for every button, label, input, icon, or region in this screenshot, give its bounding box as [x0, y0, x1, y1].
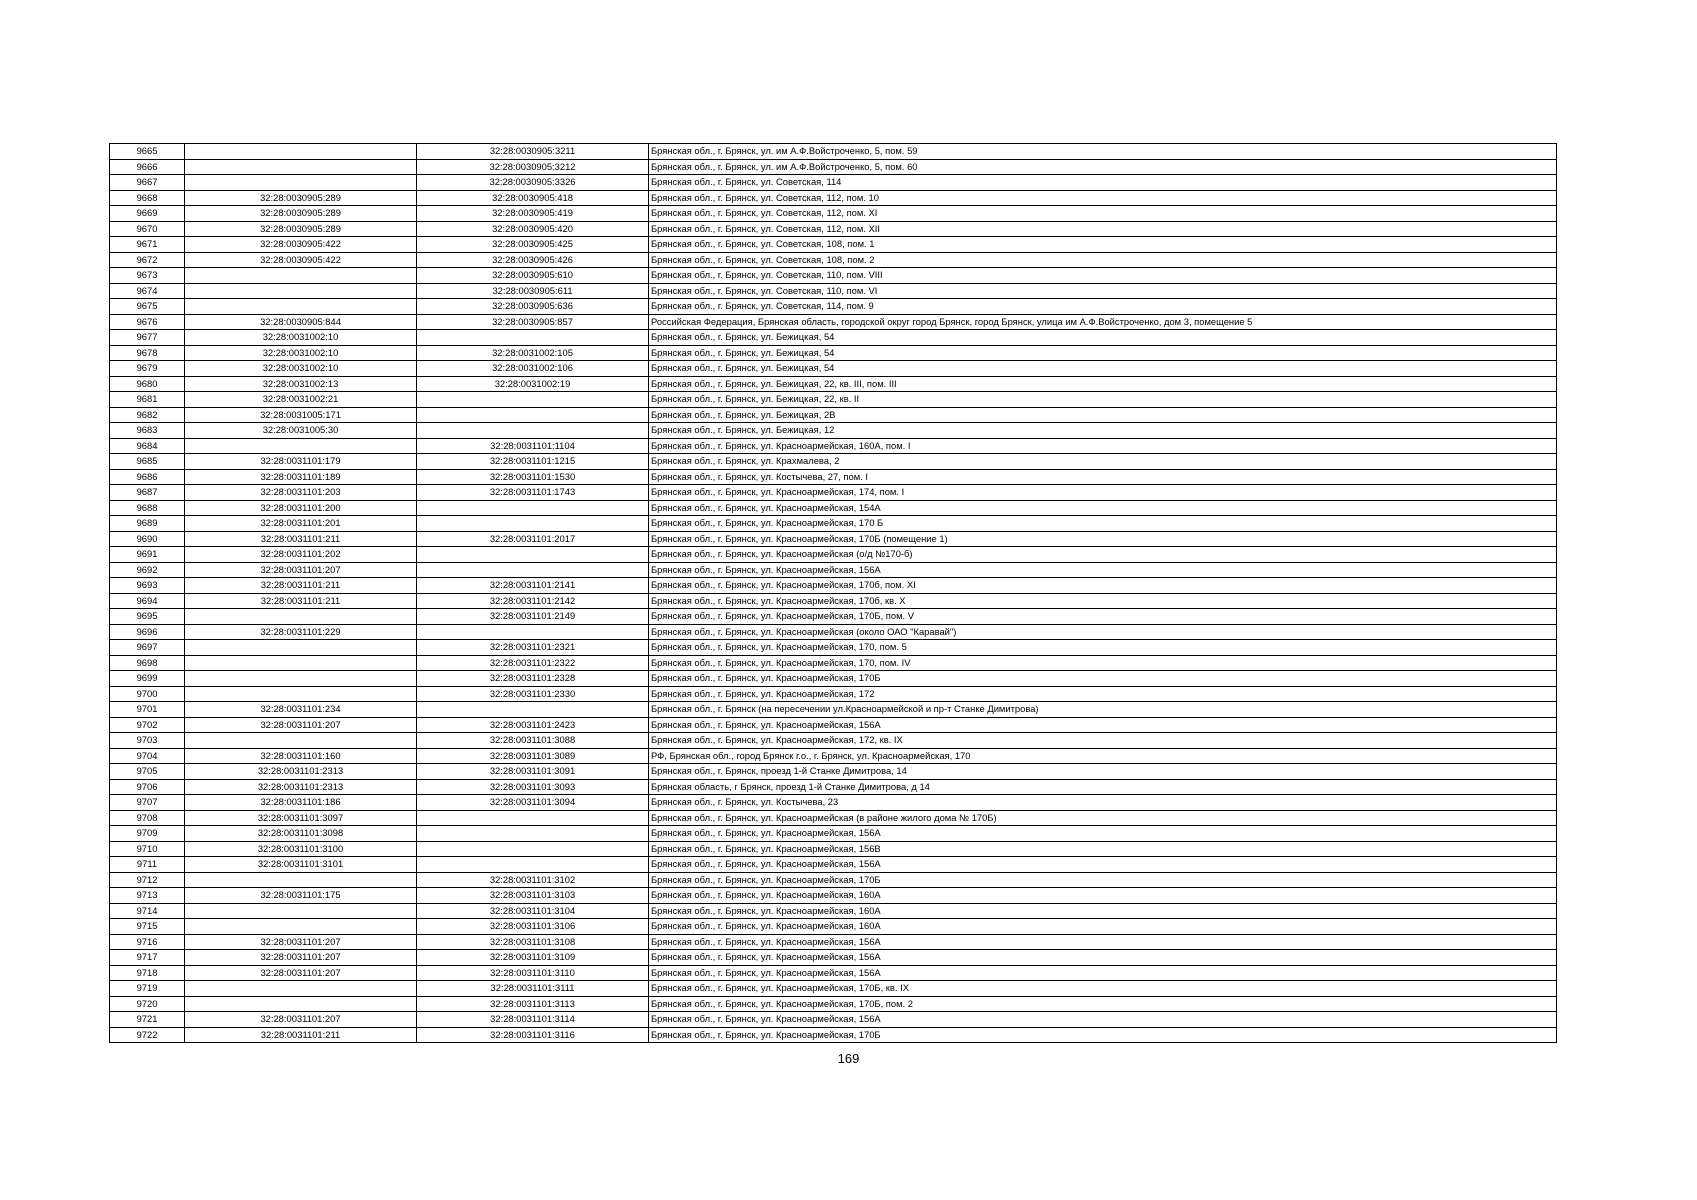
parent-cadastral-number-cell: 32:28:0031101:211 — [185, 578, 417, 594]
address-cell: Брянская обл., г. Брянск, ул. Советская, 108, пом. 1 — [649, 237, 1557, 253]
cadastral-number-cell: 32:28:0031101:2141 — [417, 578, 649, 594]
cadastral-number-cell: 32:28:0031101:2149 — [417, 609, 649, 625]
parent-cadastral-number-cell: 32:28:0031101:207 — [185, 1012, 417, 1028]
row-number-cell: 9719 — [110, 981, 185, 997]
table-row — [110, 919, 1557, 935]
table-row — [110, 190, 1557, 206]
parent-cadastral-number-cell: 32:28:0031101:211 — [185, 593, 417, 609]
table-row — [110, 857, 1557, 873]
cadastral-number-cell: 32:28:0031101:3106 — [417, 919, 649, 935]
row-number-cell: 9707 — [110, 795, 185, 811]
table-row — [110, 500, 1557, 516]
address-cell: Брянская обл., г. Брянск, ул. Красноармейская, 170 Б — [649, 516, 1557, 532]
cadastral-number-cell: 32:28:0030905:611 — [417, 283, 649, 299]
row-number-cell: 9694 — [110, 593, 185, 609]
address-cell: Брянская обл., г. Брянск, ул. Крахмалева, 2 — [649, 454, 1557, 470]
address-cell: Брянская обл., г. Брянск, ул. Красноармейская (о/д №170-б) — [649, 547, 1557, 563]
table-row — [110, 361, 1557, 377]
table-row — [110, 485, 1557, 501]
cadastral-number-cell — [417, 500, 649, 516]
address-cell: Брянская обл., г. Брянск, ул. Красноармейская, 154А — [649, 500, 1557, 516]
parent-cadastral-number-cell — [185, 438, 417, 454]
parent-cadastral-number-cell: 32:28:0031101:207 — [185, 717, 417, 733]
address-cell: Брянская обл., г. Брянск, ул. Красноармейская, 160А — [649, 919, 1557, 935]
parent-cadastral-number-cell: 32:28:0031101:207 — [185, 950, 417, 966]
address-cell: Брянская обл., г. Брянск, ул. Красноармейская, 172, кв. IX — [649, 733, 1557, 749]
row-number-cell: 9691 — [110, 547, 185, 563]
cadastral-number-cell: 32:28:0031101:3103 — [417, 888, 649, 904]
address-cell: Брянская обл., г. Брянск, ул. Красноармейская, 174, пом. I — [649, 485, 1557, 501]
cadastral-number-cell: 32:28:0031002:106 — [417, 361, 649, 377]
parent-cadastral-number-cell: 32:28:0031101:175 — [185, 888, 417, 904]
address-cell: Брянская обл., г. Брянск, ул. Красноармейская, 170Б — [649, 872, 1557, 888]
row-number-cell: 9684 — [110, 438, 185, 454]
parent-cadastral-number-cell: 32:28:0031101:211 — [185, 531, 417, 547]
cadastral-number-cell: 32:28:0031101:3111 — [417, 981, 649, 997]
cadastral-number-cell — [417, 810, 649, 826]
parent-cadastral-number-cell — [185, 903, 417, 919]
table-row — [110, 578, 1557, 594]
row-number-cell: 9722 — [110, 1027, 185, 1043]
table-row — [110, 407, 1557, 423]
cadastral-number-cell: 32:28:0030905:857 — [417, 314, 649, 330]
row-number-cell: 9693 — [110, 578, 185, 594]
address-cell: Брянская обл., г. Брянск, ул. Красноармейская, 156А — [649, 950, 1557, 966]
row-number-cell: 9690 — [110, 531, 185, 547]
table-row — [110, 841, 1557, 857]
cadastral-number-cell: 32:28:0031101:1104 — [417, 438, 649, 454]
row-number-cell: 9692 — [110, 562, 185, 578]
parent-cadastral-number-cell: 32:28:0030905:289 — [185, 190, 417, 206]
cadastral-number-cell: 32:28:0031002:105 — [417, 345, 649, 361]
row-number-cell: 9672 — [110, 252, 185, 268]
row-number-cell: 9685 — [110, 454, 185, 470]
table-row — [110, 1027, 1557, 1043]
row-number-cell: 9714 — [110, 903, 185, 919]
parent-cadastral-number-cell: 32:28:0030905:422 — [185, 237, 417, 253]
address-cell: Брянская обл., г. Брянск, ул. Красноармейская, 170Б (помещение 1) — [649, 531, 1557, 547]
cadastral-number-cell: 32:28:0031101:3091 — [417, 764, 649, 780]
cadastral-number-cell: 32:28:0031101:3109 — [417, 950, 649, 966]
row-number-cell: 9704 — [110, 748, 185, 764]
parent-cadastral-number-cell — [185, 686, 417, 702]
parent-cadastral-number-cell: 32:28:0030905:289 — [185, 206, 417, 222]
row-number-cell: 9712 — [110, 872, 185, 888]
table-row — [110, 392, 1557, 408]
address-cell: Брянская обл., г. Брянск, ул. Советская, 114, пом. 9 — [649, 299, 1557, 315]
parent-cadastral-number-cell: 32:28:0031101:189 — [185, 469, 417, 485]
address-cell: Брянская обл., г. Брянск, ул. Красноармейская (около ОАО "Каравай") — [649, 624, 1557, 640]
row-number-cell: 9678 — [110, 345, 185, 361]
parent-cadastral-number-cell — [185, 733, 417, 749]
cadastral-number-cell: 32:28:0031101:3110 — [417, 965, 649, 981]
cadastral-number-cell — [417, 702, 649, 718]
parent-cadastral-number-cell: 32:28:0031101:207 — [185, 562, 417, 578]
row-number-cell: 9671 — [110, 237, 185, 253]
address-cell: Брянская обл., г. Брянск, проезд 1-й Станке Димитрова, 14 — [649, 764, 1557, 780]
address-cell: РФ, Брянская обл., город Брянск г.о., г. Брянск, ул. Красноармейская, 170 — [649, 748, 1557, 764]
cadastral-number-cell — [417, 857, 649, 873]
address-cell: Брянская обл., г. Брянск, ул. Красноармейская, 170Б, кв. IX — [649, 981, 1557, 997]
row-number-cell: 9705 — [110, 764, 185, 780]
row-number-cell: 9715 — [110, 919, 185, 935]
registry-table-body — [110, 144, 1557, 1043]
cadastral-number-cell: 32:28:0030905:610 — [417, 268, 649, 284]
address-cell: Брянская обл., г. Брянск, ул. Советская, 110, пом. VI — [649, 283, 1557, 299]
cadastral-number-cell: 32:28:0031101:3116 — [417, 1027, 649, 1043]
parent-cadastral-number-cell: 32:28:0031101:160 — [185, 748, 417, 764]
parent-cadastral-number-cell: 32:28:0031101:229 — [185, 624, 417, 640]
parent-cadastral-number-cell: 32:28:0031002:21 — [185, 392, 417, 408]
address-cell: Брянская обл., г. Брянск, ул. им А.Ф.Войстроченко, 5, пом. 60 — [649, 159, 1557, 175]
table-row — [110, 438, 1557, 454]
address-cell: Брянская обл., г. Брянск, ул. Красноармейская, 170б, кв. X — [649, 593, 1557, 609]
address-cell: Брянская обл., г. Брянск, ул. Красноармейская, 156А — [649, 826, 1557, 842]
table-row — [110, 159, 1557, 175]
table-row — [110, 1012, 1557, 1028]
address-cell: Брянская обл., г. Брянск, ул. Советская, 110, пом. VIII — [649, 268, 1557, 284]
row-number-cell: 9689 — [110, 516, 185, 532]
table-row — [110, 826, 1557, 842]
cadastral-number-cell: 32:28:0030905:3211 — [417, 144, 649, 160]
parent-cadastral-number-cell: 32:28:0031101:207 — [185, 965, 417, 981]
address-cell: Брянская обл., г. Брянск, ул. Советская, 112, пом. 10 — [649, 190, 1557, 206]
row-number-cell: 9699 — [110, 671, 185, 687]
table-row — [110, 144, 1557, 160]
cadastral-number-cell: 32:28:0030905:3212 — [417, 159, 649, 175]
cadastral-number-cell — [417, 624, 649, 640]
cadastral-number-cell: 32:28:0030905:3326 — [417, 175, 649, 191]
parent-cadastral-number-cell — [185, 671, 417, 687]
parent-cadastral-number-cell: 32:28:0031101:3100 — [185, 841, 417, 857]
address-cell: Брянская обл., г. Брянск, ул. Красноармейская, 156А — [649, 934, 1557, 950]
table-row — [110, 888, 1557, 904]
cadastral-number-cell: 32:28:0031101:2321 — [417, 640, 649, 656]
row-number-cell: 9698 — [110, 655, 185, 671]
row-number-cell: 9702 — [110, 717, 185, 733]
parent-cadastral-number-cell: 32:28:0031101:179 — [185, 454, 417, 470]
cadastral-number-cell: 32:28:0030905:420 — [417, 221, 649, 237]
address-cell: Брянская обл., г. Брянск, ул. Красноармейская, 170Б, пом. 2 — [649, 996, 1557, 1012]
table-row — [110, 221, 1557, 237]
table-row — [110, 872, 1557, 888]
table-row — [110, 624, 1557, 640]
row-number-cell: 9703 — [110, 733, 185, 749]
row-number-cell: 9713 — [110, 888, 185, 904]
cadastral-number-cell — [417, 392, 649, 408]
row-number-cell: 9680 — [110, 376, 185, 392]
cadastral-number-cell — [417, 423, 649, 439]
cadastral-number-cell: 32:28:0031101:3113 — [417, 996, 649, 1012]
parent-cadastral-number-cell — [185, 609, 417, 625]
row-number-cell: 9673 — [110, 268, 185, 284]
address-cell: Брянская обл., г. Брянск, ул. Красноармейская, 160А, пом. I — [649, 438, 1557, 454]
parent-cadastral-number-cell: 32:28:0030905:844 — [185, 314, 417, 330]
parent-cadastral-number-cell: 32:28:0031005:171 — [185, 407, 417, 423]
table-row — [110, 609, 1557, 625]
address-cell: Брянская обл., г. Брянск (на пересечении ул.Красноармейской и пр-т Станке Димитрова) — [649, 702, 1557, 718]
table-row — [110, 299, 1557, 315]
cadastral-number-cell — [417, 547, 649, 563]
address-cell: Брянская обл., г. Брянск, ул. Красноармейская (в районе жилого дома № 170Б) — [649, 810, 1557, 826]
row-number-cell: 9687 — [110, 485, 185, 501]
row-number-cell: 9716 — [110, 934, 185, 950]
address-cell: Российская Федерация, Брянская область, городской округ город Брянск, город Брянск, улица им А.Ф.Войстроченко, дом 3, помещение 5 — [649, 314, 1557, 330]
address-cell: Брянская обл., г. Брянск, ул. Костычева, 27, пом. I — [649, 469, 1557, 485]
table-row — [110, 314, 1557, 330]
parent-cadastral-number-cell: 32:28:0031002:10 — [185, 330, 417, 346]
row-number-cell: 9711 — [110, 857, 185, 873]
table-row — [110, 686, 1557, 702]
address-cell: Брянская обл., г. Брянск, ул. Бежицкая, 2В — [649, 407, 1557, 423]
row-number-cell: 9720 — [110, 996, 185, 1012]
parent-cadastral-number-cell: 32:28:0031101:202 — [185, 547, 417, 563]
row-number-cell: 9717 — [110, 950, 185, 966]
address-cell: Брянская обл., г. Брянск, ул. Красноармейская, 170Б — [649, 671, 1557, 687]
table-row — [110, 981, 1557, 997]
row-number-cell: 9700 — [110, 686, 185, 702]
row-number-cell: 9688 — [110, 500, 185, 516]
parent-cadastral-number-cell: 32:28:0031101:200 — [185, 500, 417, 516]
cadastral-number-cell: 32:28:0031101:2322 — [417, 655, 649, 671]
table-row — [110, 965, 1557, 981]
table-row — [110, 795, 1557, 811]
parent-cadastral-number-cell — [185, 268, 417, 284]
address-cell: Брянская обл., г. Брянск, ул. Красноармейская, 172 — [649, 686, 1557, 702]
parent-cadastral-number-cell: 32:28:0031101:234 — [185, 702, 417, 718]
cadastral-number-cell: 32:28:0030905:425 — [417, 237, 649, 253]
row-number-cell: 9666 — [110, 159, 185, 175]
address-cell: Брянская обл., г. Брянск, ул. Советская, 108, пом. 2 — [649, 252, 1557, 268]
row-number-cell: 9667 — [110, 175, 185, 191]
address-cell: Брянская обл., г. Брянск, ул. Красноармейская, 156А — [649, 857, 1557, 873]
address-cell: Брянская обл., г. Брянск, ул. Красноармейская, 170, пом. 5 — [649, 640, 1557, 656]
table-row — [110, 810, 1557, 826]
table-row — [110, 950, 1557, 966]
parent-cadastral-number-cell: 32:28:0031101:3097 — [185, 810, 417, 826]
row-number-cell: 9708 — [110, 810, 185, 826]
cadastral-number-cell: 32:28:0031101:2330 — [417, 686, 649, 702]
table-row — [110, 345, 1557, 361]
row-number-cell: 9682 — [110, 407, 185, 423]
address-cell: Брянская обл., г. Брянск, ул. Бежицкая, 54 — [649, 361, 1557, 377]
table-row — [110, 702, 1557, 718]
cadastral-number-cell: 32:28:0031101:1530 — [417, 469, 649, 485]
parent-cadastral-number-cell — [185, 655, 417, 671]
parent-cadastral-number-cell: 32:28:0031101:3098 — [185, 826, 417, 842]
address-cell: Брянская обл., г. Брянск, ул. Бежицкая, 54 — [649, 330, 1557, 346]
address-cell: Брянская обл., г. Брянск, ул. Красноармейская, 170б, пом. XI — [649, 578, 1557, 594]
table-row — [110, 934, 1557, 950]
parent-cadastral-number-cell — [185, 299, 417, 315]
address-cell: Брянская обл., г. Брянск, ул. Красноармейская, 156А — [649, 965, 1557, 981]
table-row — [110, 423, 1557, 439]
row-number-cell: 9710 — [110, 841, 185, 857]
table-row — [110, 516, 1557, 532]
table-row — [110, 903, 1557, 919]
address-cell: Брянская обл., г. Брянск, ул. Красноармейская, 170Б, пом. V — [649, 609, 1557, 625]
parent-cadastral-number-cell — [185, 640, 417, 656]
table-row — [110, 764, 1557, 780]
cadastral-number-cell: 32:28:0031002:19 — [417, 376, 649, 392]
cadastral-number-cell — [417, 407, 649, 423]
cadastral-number-cell: 32:28:0031101:3108 — [417, 934, 649, 950]
address-cell: Брянская обл., г. Брянск, ул. Советская, 114 — [649, 175, 1557, 191]
table-row — [110, 748, 1557, 764]
address-cell: Брянская обл., г. Брянск, ул. Бежицкая, 22, кв. III, пом. III — [649, 376, 1557, 392]
parent-cadastral-number-cell — [185, 981, 417, 997]
cadastral-number-cell: 32:28:0031101:2142 — [417, 593, 649, 609]
parent-cadastral-number-cell: 32:28:0031002:13 — [185, 376, 417, 392]
parent-cadastral-number-cell: 32:28:0031101:201 — [185, 516, 417, 532]
parent-cadastral-number-cell — [185, 144, 417, 160]
parent-cadastral-number-cell: 32:28:0031101:207 — [185, 934, 417, 950]
cadastral-number-cell: 32:28:0030905:426 — [417, 252, 649, 268]
cadastral-number-cell — [417, 826, 649, 842]
cadastral-number-cell: 32:28:0031101:3104 — [417, 903, 649, 919]
row-number-cell: 9669 — [110, 206, 185, 222]
table-row — [110, 779, 1557, 795]
address-cell: Брянская обл., г. Брянск, ул. Бежицкая, 54 — [649, 345, 1557, 361]
table-row — [110, 175, 1557, 191]
table-row — [110, 252, 1557, 268]
cadastral-number-cell: 32:28:0031101:3094 — [417, 795, 649, 811]
row-number-cell: 9686 — [110, 469, 185, 485]
row-number-cell: 9670 — [110, 221, 185, 237]
row-number-cell: 9695 — [110, 609, 185, 625]
cadastral-number-cell: 32:28:0031101:3089 — [417, 748, 649, 764]
parent-cadastral-number-cell: 32:28:0031005:30 — [185, 423, 417, 439]
row-number-cell: 9679 — [110, 361, 185, 377]
address-cell: Брянская область, г Брянск, проезд 1-й Станке Димитрова, д 14 — [649, 779, 1557, 795]
registry-table — [109, 143, 1557, 1043]
row-number-cell: 9701 — [110, 702, 185, 718]
row-number-cell: 9697 — [110, 640, 185, 656]
parent-cadastral-number-cell: 32:28:0031101:2313 — [185, 764, 417, 780]
row-number-cell: 9665 — [110, 144, 185, 160]
table-row — [110, 237, 1557, 253]
row-number-cell: 9696 — [110, 624, 185, 640]
parent-cadastral-number-cell — [185, 159, 417, 175]
parent-cadastral-number-cell: 32:28:0031101:2313 — [185, 779, 417, 795]
address-cell: Брянская обл., г. Брянск, ул. Красноармейская, 170Б — [649, 1027, 1557, 1043]
cadastral-number-cell: 32:28:0031101:3102 — [417, 872, 649, 888]
parent-cadastral-number-cell — [185, 996, 417, 1012]
row-number-cell: 9668 — [110, 190, 185, 206]
table-row — [110, 996, 1557, 1012]
parent-cadastral-number-cell: 32:28:0031101:3101 — [185, 857, 417, 873]
address-cell: Брянская обл., г. Брянск, ул. Бежицкая, 12 — [649, 423, 1557, 439]
table-row — [110, 655, 1557, 671]
row-number-cell: 9718 — [110, 965, 185, 981]
parent-cadastral-number-cell: 32:28:0030905:289 — [185, 221, 417, 237]
table-row — [110, 717, 1557, 733]
cadastral-number-cell — [417, 562, 649, 578]
table-row — [110, 283, 1557, 299]
cadastral-number-cell: 32:28:0031101:3114 — [417, 1012, 649, 1028]
table-row — [110, 671, 1557, 687]
row-number-cell: 9674 — [110, 283, 185, 299]
table-row — [110, 593, 1557, 609]
table-row — [110, 376, 1557, 392]
table-row — [110, 206, 1557, 222]
address-cell: Брянская обл., г. Брянск, ул. Красноармейская, 156А — [649, 1012, 1557, 1028]
cadastral-number-cell: 32:28:0031101:3088 — [417, 733, 649, 749]
parent-cadastral-number-cell: 32:28:0031101:211 — [185, 1027, 417, 1043]
cadastral-number-cell: 32:28:0030905:636 — [417, 299, 649, 315]
cadastral-number-cell: 32:28:0031101:2017 — [417, 531, 649, 547]
table-row — [110, 547, 1557, 563]
table-row — [110, 469, 1557, 485]
parent-cadastral-number-cell — [185, 872, 417, 888]
cadastral-number-cell — [417, 330, 649, 346]
row-number-cell: 9675 — [110, 299, 185, 315]
row-number-cell: 9706 — [110, 779, 185, 795]
cadastral-number-cell — [417, 841, 649, 857]
parent-cadastral-number-cell: 32:28:0031002:10 — [185, 361, 417, 377]
parent-cadastral-number-cell — [185, 919, 417, 935]
address-cell: Брянская обл., г. Брянск, ул. Красноармейская, 156А — [649, 562, 1557, 578]
parent-cadastral-number-cell: 32:28:0031101:186 — [185, 795, 417, 811]
parent-cadastral-number-cell: 32:28:0031002:10 — [185, 345, 417, 361]
cadastral-number-cell: 32:28:0031101:1215 — [417, 454, 649, 470]
address-cell: Брянская обл., г. Брянск, ул. Красноармейская, 156В — [649, 841, 1557, 857]
row-number-cell: 9709 — [110, 826, 185, 842]
page-number: 169 — [837, 1051, 860, 1066]
table-row — [110, 640, 1557, 656]
row-number-cell: 9721 — [110, 1012, 185, 1028]
address-cell: Брянская обл., г. Брянск, ул. Красноармейская, 160А — [649, 888, 1557, 904]
row-number-cell: 9681 — [110, 392, 185, 408]
cadastral-number-cell: 32:28:0030905:419 — [417, 206, 649, 222]
parent-cadastral-number-cell — [185, 175, 417, 191]
cadastral-number-cell: 32:28:0031101:2328 — [417, 671, 649, 687]
parent-cadastral-number-cell — [185, 283, 417, 299]
address-cell: Брянская обл., г. Брянск, ул. Советская, 112, пом. XII — [649, 221, 1557, 237]
address-cell: Брянская обл., г. Брянск, ул. Советская, 112, пом. XI — [649, 206, 1557, 222]
row-number-cell: 9677 — [110, 330, 185, 346]
table-row — [110, 562, 1557, 578]
address-cell: Брянская обл., г. Брянск, ул. Красноармейская, 160А — [649, 903, 1557, 919]
table-row — [110, 268, 1557, 284]
cadastral-number-cell: 32:28:0030905:418 — [417, 190, 649, 206]
cadastral-number-cell: 32:28:0031101:1743 — [417, 485, 649, 501]
cadastral-number-cell: 32:28:0031101:3093 — [417, 779, 649, 795]
cadastral-number-cell: 32:28:0031101:2423 — [417, 717, 649, 733]
table-row — [110, 330, 1557, 346]
address-cell: Брянская обл., г. Брянск, ул. Костычева, 23 — [649, 795, 1557, 811]
parent-cadastral-number-cell: 32:28:0031101:203 — [185, 485, 417, 501]
row-number-cell: 9676 — [110, 314, 185, 330]
cadastral-number-cell — [417, 516, 649, 532]
table-row — [110, 454, 1557, 470]
address-cell: Брянская обл., г. Брянск, ул. им А.Ф.Войстроченко, 5, пом. 59 — [649, 144, 1557, 160]
parent-cadastral-number-cell: 32:28:0030905:422 — [185, 252, 417, 268]
address-cell: Брянская обл., г. Брянск, ул. Красноармейская, 170, пом. IV — [649, 655, 1557, 671]
address-cell: Брянская обл., г. Брянск, ул. Красноармейская, 156А — [649, 717, 1557, 733]
row-number-cell: 9683 — [110, 423, 185, 439]
table-row — [110, 733, 1557, 749]
address-cell: Брянская обл., г. Брянск, ул. Бежицкая, 22, кв. II — [649, 392, 1557, 408]
table-row — [110, 531, 1557, 547]
